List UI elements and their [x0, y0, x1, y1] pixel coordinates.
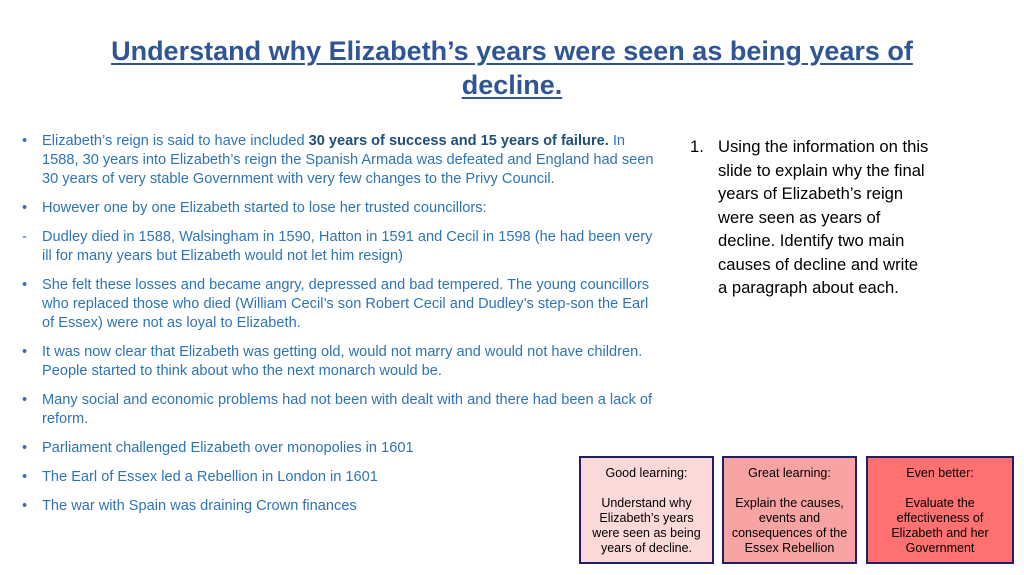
bullet-marker: •: [22, 498, 28, 514]
list-item: [22, 199, 662, 218]
bullet-text-continued: In 1588, 30 years into Elizabeth’s reign the Spanish Armada was defeated and England had seen 30 years of very stable Government with very few changes to the Privy Council.: [42, 133, 654, 187]
bullet-marker: •: [22, 392, 28, 408]
box-heading: Even better:: [906, 466, 974, 480]
slide-title: Understand why Elizabeth’s years were seen as being years of decline.: [111, 36, 913, 100]
great-learning-box: [722, 456, 857, 564]
question-text: Using the information on this slide to explain why the final years of Elizabeth’s reign were seen as years of decline. Identify two main causes of decline and write a paragraph about each.: [718, 137, 929, 297]
box-body: Explain the causes, events and consequences of the Essex Rebellion: [731, 496, 848, 555]
bullet-text: The Earl of Essex led a Rebellion in London in 1601: [42, 469, 378, 485]
bullet-text: Parliament challenged Elizabeth over monopolies in 1601: [42, 440, 414, 456]
bullet-text: Dudley died in 1588, Walsingham in 1590, Hatton in 1591 and Cecil in 1598 (he had been very ill for many years but Elizabeth would not let him resign): [42, 229, 653, 264]
task-question: [690, 135, 930, 300]
box-heading: Great learning:: [748, 466, 831, 480]
box-heading: Good learning:: [605, 466, 688, 480]
box-body: Evaluate the effectiveness of Elizabeth and her Government: [891, 496, 989, 555]
list-item: [22, 343, 662, 381]
bullet-text: She felt these losses and became angry, depressed and bad tempered. The young councillors who replaced those who died (William Cecil’s son Robert Cecil and Dudley’s step-son the Earl of Essex) were not as loyal to Elizabeth.: [42, 277, 650, 331]
good-learning-box: [579, 456, 714, 564]
bullet-text: However one by one Elizabeth started to lose her trusted councillors:: [42, 200, 487, 216]
bullet-text: The war with Spain was draining Crown finances: [42, 498, 357, 514]
list-item: [22, 391, 662, 429]
bullet-marker: •: [22, 344, 28, 360]
list-item: [22, 276, 662, 333]
box-body: Understand why Elizabeth’s years were seen as being years of decline.: [592, 496, 701, 555]
list-item: [22, 468, 662, 487]
bullet-marker: •: [22, 469, 28, 485]
bullet-marker: •: [22, 200, 28, 216]
list-item: [22, 228, 662, 266]
list-item: [22, 497, 662, 516]
list-item: [22, 132, 662, 189]
list-item: [22, 439, 662, 458]
bullet-bold-text: 30 years of success and 15 years of failure.: [308, 133, 609, 149]
question-number: 1.: [690, 137, 704, 156]
bullet-text: It was now clear that Elizabeth was getting old, would not marry and would not have children. People started to think about who the next monarch would be.: [42, 344, 643, 379]
dash-marker: -: [22, 229, 27, 245]
bullet-marker: •: [22, 440, 28, 456]
bullet-text: Elizabeth’s reign is said to have included: [42, 133, 309, 149]
bullet-list: [22, 132, 662, 526]
bullet-marker: •: [22, 133, 28, 149]
bullet-text: Many social and economic problems had not been with dealt with and there had been a lack of reform.: [42, 392, 653, 427]
even-better-box: [866, 456, 1014, 564]
bullet-marker: •: [22, 277, 28, 293]
